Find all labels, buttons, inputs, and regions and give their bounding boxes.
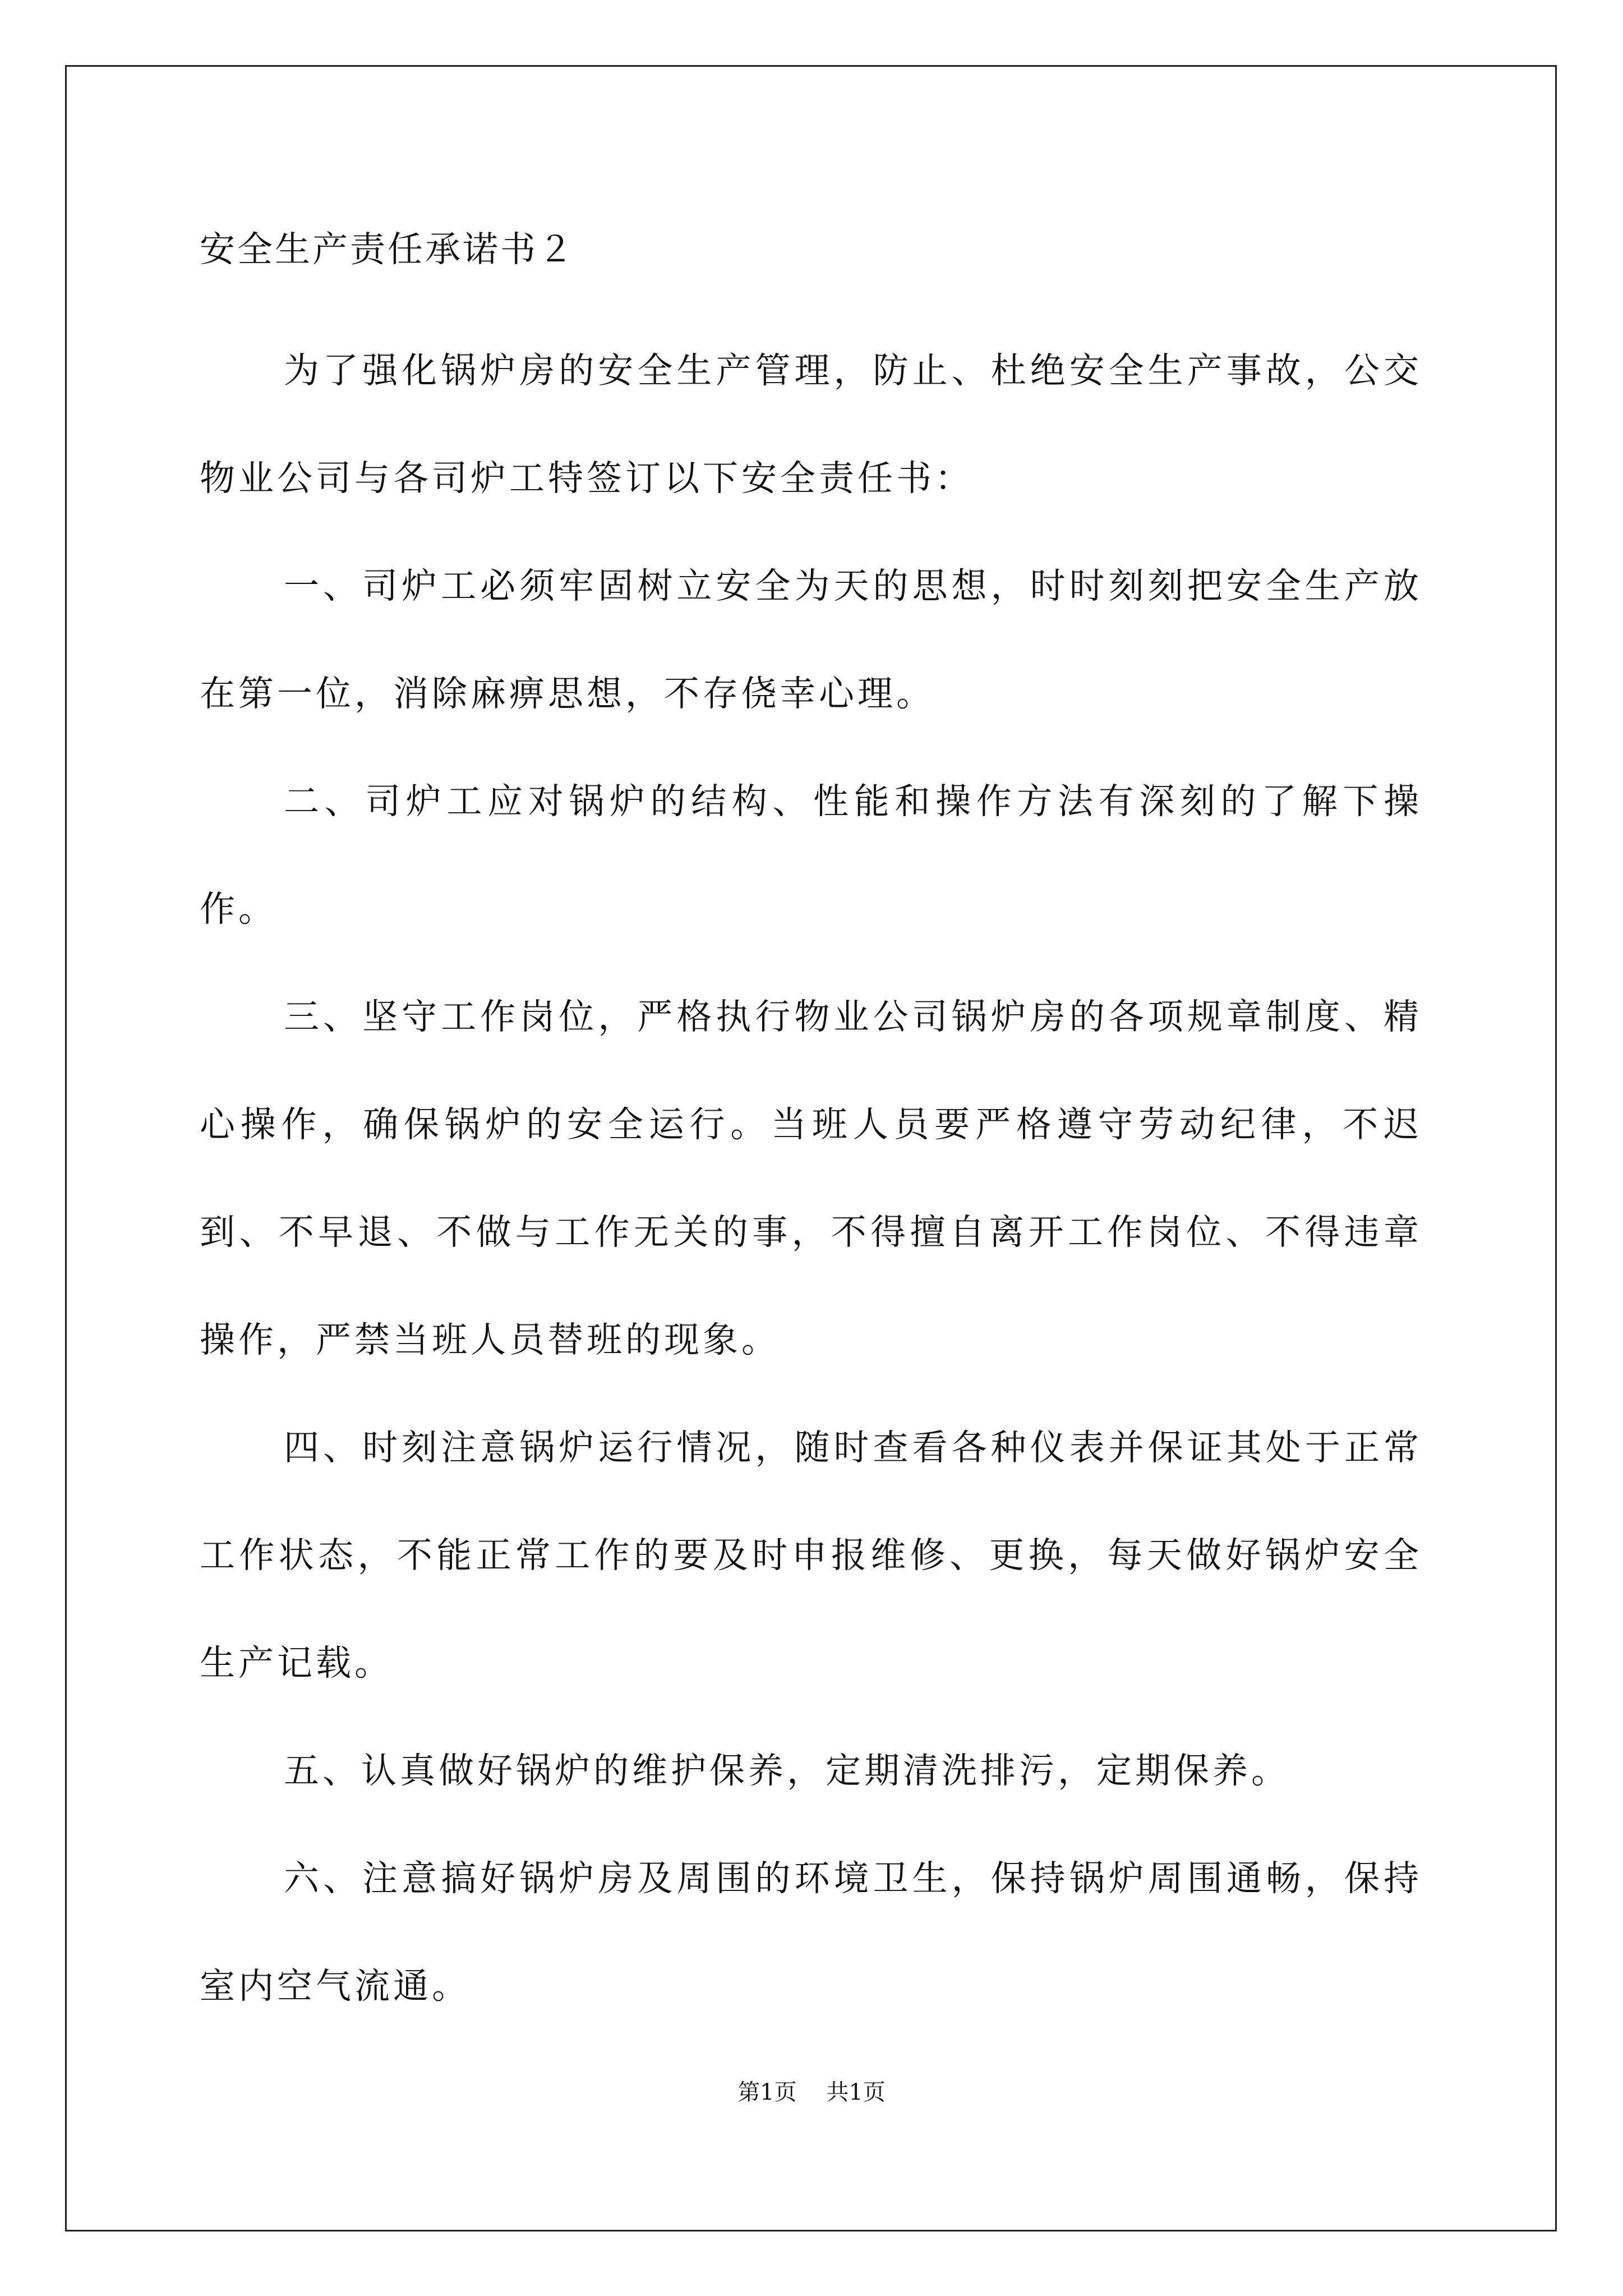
paragraph-item-6: 六、注意搞好锅炉房及周围的环境卫生，保持锅炉周围通畅，保持室内空气流通。 <box>200 1858 1422 2007</box>
page-footer <box>0 2076 1623 2109</box>
document-body <box>200 216 1422 2040</box>
paragraph-intro: 为了强化锅炉房的安全生产管理，防止、杜绝安全生产事故，公交物业公司与各司炉工特签订以下安全责任书： <box>200 350 1422 499</box>
paragraph-item-4: 四、时刻注意锅炉运行情况，随时查看各种仪表并保证其处于正常工作状态，不能正常工作的要及时申报维修、更换，每天做好锅炉安全生产记载。 <box>200 1427 1422 1683</box>
page-number-total: 共1页 <box>826 2079 886 2105</box>
paragraph-item-1: 一、司炉工必须牢固树立安全为天的思想，时时刻刻把安全生产放在第一位，消除麻痹思想，不存侥幸心理。 <box>200 565 1422 714</box>
page-number-current: 第1页 <box>737 2079 797 2105</box>
paragraph-item-5: 五、认真做好锅炉的维护保养，定期清洗排污，定期保养。 <box>284 1750 1290 1791</box>
paragraph-item-3: 三、坚守工作岗位，严格执行物业公司锅炉房的各项规章制度、精心操作，确保锅炉的安全运行。当班人员要严格遵守劳动纪律，不迟到、不早退、不做与工作无关的事，不得擅自离开工作岗位、不得违章操作，严禁当班人员替班的现象。 <box>200 996 1422 1360</box>
document-title: 安全生产责任承诺书２ <box>200 229 575 270</box>
paragraph-item-2: 二、司炉工应对锅炉的结构、性能和操作方法有深刻的了解下操作。 <box>200 781 1422 930</box>
